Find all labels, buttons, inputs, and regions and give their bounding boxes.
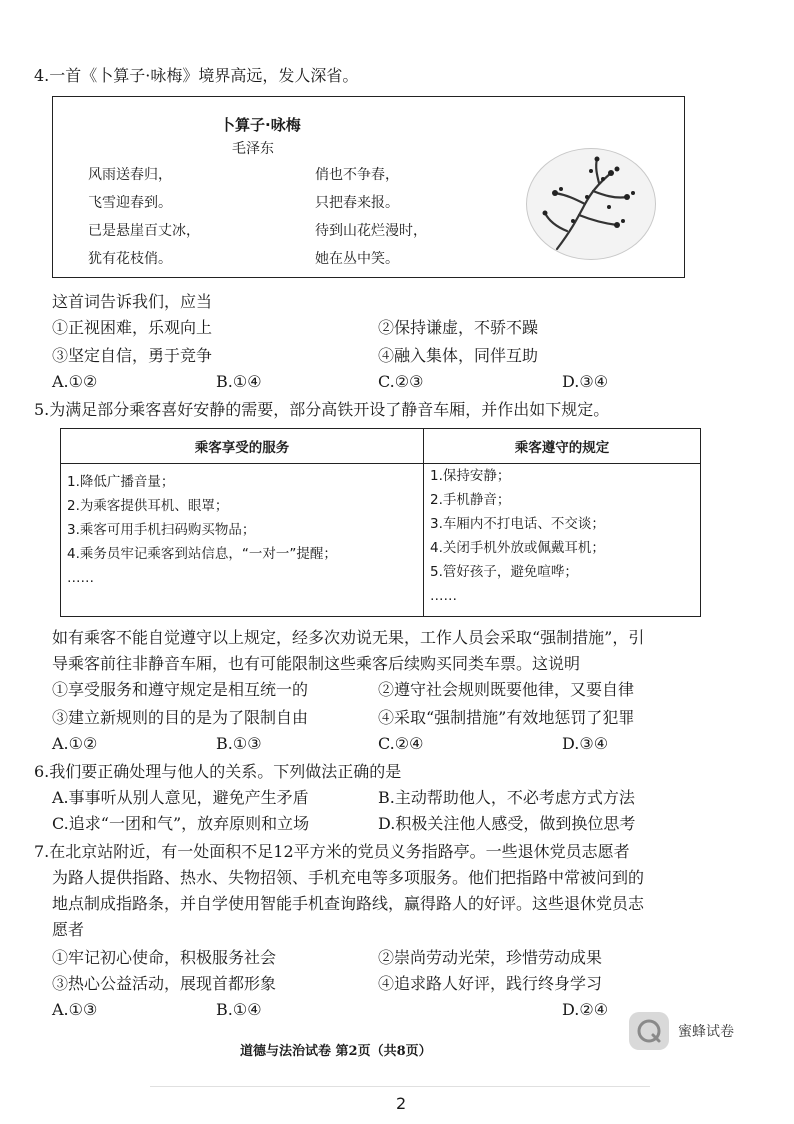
- statement: ④采取“强制措施”有效地惩罚了犯罪: [378, 708, 635, 727]
- q5-passage: 如有乘客不能自觉遵守以上规定，经多次劝说无果，工作人员会采取“强制措施”，引: [52, 628, 645, 647]
- q7-stem: 为路人提供指路、热水、失物招领、手机充电等多项服务。他们把指路中常被问到的: [52, 868, 645, 887]
- choice-a: A.①②: [52, 372, 98, 391]
- statement: ①牢记初心使命，积极服务社会: [52, 948, 277, 967]
- choice-a: A.①②: [52, 734, 98, 753]
- choice-c: C.②③: [378, 372, 424, 391]
- choice-d: D.积极关注他人感受，做到换位思考: [378, 814, 636, 833]
- list-item: 2.为乘客提供耳机、眼罩；: [67, 498, 229, 514]
- poem-line: 待到山花烂漫时，: [315, 223, 427, 239]
- list-item: 4.乘务员牢记乘客到站信息，“一对一”提醒；: [67, 546, 337, 562]
- statement: ③建立新规则的目的是为了限制自由: [52, 708, 309, 727]
- list-item: 1.保持安静；: [430, 468, 511, 484]
- poem-line: 只把春来报。: [315, 195, 399, 211]
- choice-b: B.①④: [216, 1000, 262, 1019]
- table-header: 乘客遵守的规定: [424, 429, 701, 464]
- poem-line: 已是悬崖百丈冰，: [88, 223, 200, 239]
- statement: ②遵守社会规则既要他律，又要自律: [378, 680, 635, 699]
- list-item: 2.手机静音；: [430, 492, 511, 508]
- statement: ②崇尚劳动光荣，珍惜劳动成果: [378, 948, 603, 967]
- poem-line: 犹有花枝俏。: [88, 251, 172, 267]
- poem-author: 毛泽东: [232, 141, 274, 157]
- list-item: 3.乘客可用手机扫码购买物品；: [67, 522, 256, 538]
- statement: ③坚定自信，勇于竞争: [52, 346, 213, 365]
- q4-prompt: 这首词告诉我们，应当: [52, 292, 213, 311]
- list-item: 4.关闭手机外放或佩戴耳机；: [430, 540, 605, 556]
- statement: ①正视困难，乐观向上: [52, 318, 213, 337]
- choice-d: D.③④: [562, 372, 609, 391]
- poem-line: 飞雪迎春到。: [88, 195, 172, 211]
- q7-stem: 愿者: [52, 920, 85, 939]
- poem-line: 风雨送春归，: [88, 167, 172, 183]
- q7-stem: 7.在北京站附近，有一处面积不足12平方米的党员义务指路亭。一些退休党员志愿者: [34, 842, 630, 861]
- statement: ①享受服务和遵守规定是相互统一的: [52, 680, 309, 699]
- statement: ②保持谦虚，不骄不躁: [378, 318, 539, 337]
- choice-a: A.事事听从别人意见，避免产生矛盾: [52, 788, 309, 807]
- bee-logo-icon: [629, 1012, 669, 1050]
- divider: [150, 1086, 650, 1087]
- list-item: 3.车厢内不打电话、不交谈；: [430, 516, 605, 532]
- poem-title: 卜算子·咏梅: [220, 116, 301, 134]
- poem-line: 俏也不争春，: [315, 167, 399, 183]
- plum-blossom-illustration: [526, 148, 656, 260]
- statement: ④融入集体，同伴互助: [378, 346, 539, 365]
- poem-line: 她在丛中笑。: [315, 251, 399, 267]
- statement: ④追求路人好评，践行终身学习: [378, 974, 603, 993]
- q4-stem: 4.一首《卜算子·咏梅》境界高远，发人深省。: [34, 66, 359, 85]
- choice-d: D.③④: [562, 734, 609, 753]
- choice-b: B.①④: [216, 372, 262, 391]
- watermark-text: 蜜蜂试卷: [678, 1024, 734, 1040]
- choice-a: A.①③: [52, 1000, 98, 1019]
- page-number: 2: [396, 1094, 407, 1113]
- table-header: 乘客享受的服务: [61, 429, 424, 464]
- q5-stem: 5.为满足部分乘客喜好安静的需要，部分高铁开设了静音车厢，并作出如下规定。: [34, 400, 610, 419]
- rules-cell: [424, 464, 701, 617]
- choice-b: B.主动帮助他人，不必考虑方式方法: [378, 788, 635, 807]
- list-item: ……: [430, 588, 457, 604]
- choice-b: B.①③: [216, 734, 262, 753]
- services-cell: [61, 464, 424, 617]
- page-footer: 道德与法治试卷 第2页（共8页）: [240, 1044, 432, 1059]
- choice-c: C.追求“一团和气”，放弃原则和立场: [52, 814, 310, 833]
- q5-passage: 导乘客前往非静音车厢，也有可能限制这些乘客后续购买同类车票。这说明: [52, 654, 581, 673]
- choice-d: D.②④: [562, 1000, 609, 1019]
- choice-c: C.②④: [378, 734, 424, 753]
- list-item: ……: [67, 570, 94, 586]
- list-item: 1.降低广播音量；: [67, 474, 175, 490]
- q7-stem: 地点制成指路条，并自学使用智能手机查询路线，赢得路人的好评。这些退休党员志: [52, 894, 645, 913]
- list-item: 5.管好孩子，避免喧哗；: [430, 564, 578, 580]
- rules-table: [60, 428, 701, 617]
- q6-stem: 6.我们要正确处理与他人的关系。下列做法正确的是: [34, 762, 402, 781]
- statement: ③热心公益活动，展现首都形象: [52, 974, 277, 993]
